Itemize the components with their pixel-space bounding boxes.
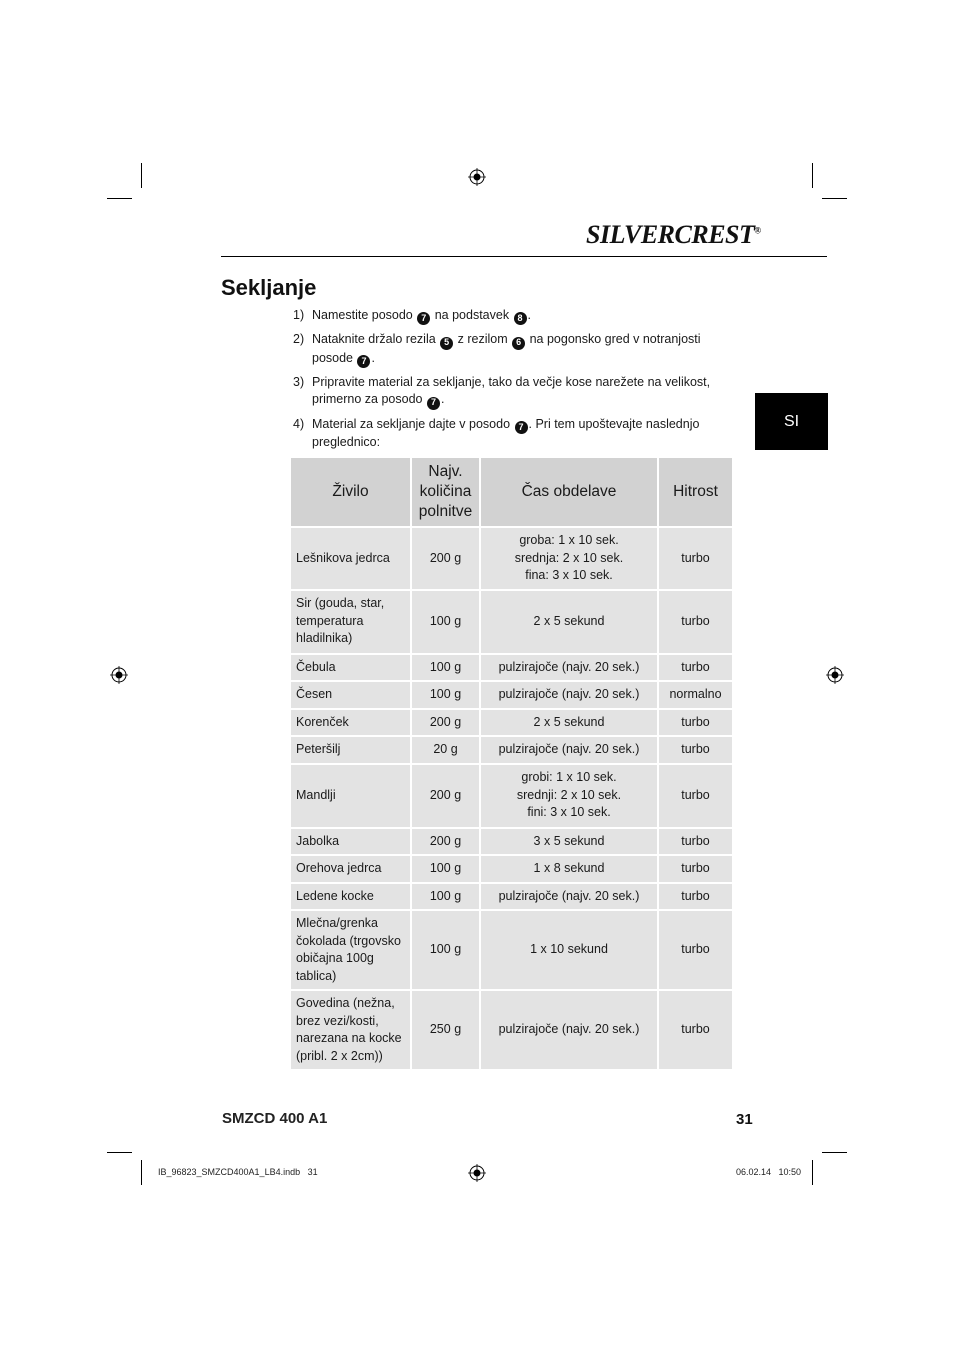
step-number: 1) <box>293 308 305 322</box>
table-cell: turbo <box>658 855 732 883</box>
crop-mark <box>822 1152 847 1153</box>
table-cell: 3 x 5 sekund <box>480 828 658 856</box>
part-number-badge: 5 <box>440 337 453 350</box>
table-cell: Čebula <box>291 654 411 682</box>
part-number-badge: 7 <box>357 355 370 368</box>
logo-text: SILVERCREST <box>586 220 755 249</box>
table-cell: 2 x 5 sekund <box>480 709 658 737</box>
table-cell: 100 g <box>411 590 480 654</box>
registered-mark: ® <box>754 225 761 236</box>
table-cell: pulzirajoče (najv. 20 sek.) <box>480 883 658 911</box>
table-cell: Česen <box>291 681 411 709</box>
table-cell: turbo <box>658 654 732 682</box>
table-cell: turbo <box>658 527 732 590</box>
table-cell: turbo <box>658 910 732 990</box>
table-header-row <box>291 458 732 527</box>
page-number: 31 <box>736 1111 753 1128</box>
part-number-badge: 7 <box>417 312 430 325</box>
table-cell: turbo <box>658 883 732 911</box>
table-cell: Lešnikova jedrca <box>291 527 411 590</box>
table-cell: 200 g <box>411 709 480 737</box>
table-row <box>291 764 732 828</box>
table-cell: Govedina (nežna, brez vezi/kosti, narezana na kocke (pribl. 2 x 2cm)) <box>291 990 411 1070</box>
table-cell: Korenček <box>291 709 411 737</box>
crop-mark <box>141 1160 142 1185</box>
step-text-fragment: z rezilom <box>454 332 512 347</box>
table-cell: Mlečna/grenka čokolada (trgovsko običajna 100g tablica) <box>291 910 411 990</box>
table-cell: 1 x 8 sekund <box>480 855 658 883</box>
instruction-steps <box>293 307 733 457</box>
table-cell: 100 g <box>411 654 480 682</box>
instruction-step <box>293 307 733 325</box>
table-cell: groba: 1 x 10 sek. srednja: 2 x 10 sek. fina: 3 x 10 sek. <box>480 527 658 590</box>
step-text-fragment: na podstavek <box>431 308 513 322</box>
step-number: 3) <box>293 374 305 389</box>
table-cell: 1 x 10 sekund <box>480 910 658 990</box>
table-cell: 100 g <box>411 883 480 911</box>
table-cell: turbo <box>658 736 732 764</box>
header-rule <box>221 256 827 257</box>
table-cell: 100 g <box>411 910 480 990</box>
registration-mark-icon <box>468 1164 486 1182</box>
crop-mark <box>107 1152 132 1153</box>
step-text-fragment: na pogonsko gred v notranjosti posode <box>312 332 701 365</box>
column-header: Hitrost <box>658 458 732 527</box>
crop-mark <box>107 198 132 199</box>
print-slug-file: IB_96823_SMZCD400A1_LB4.indb 31 <box>158 1167 318 1177</box>
language-tab: SI <box>755 393 828 450</box>
step-text-fragment: Pripravite material za sekljanje, tako da večje kose narežete na velikost, primerno za posodo <box>312 374 711 407</box>
table-cell: Ledene kocke <box>291 883 411 911</box>
print-slug-datetime: 06.02.14 10:50 <box>736 1167 802 1177</box>
table-cell: 100 g <box>411 855 480 883</box>
table-cell: Peteršilj <box>291 736 411 764</box>
table-cell: turbo <box>658 590 732 654</box>
step-text-fragment: . <box>527 308 532 322</box>
registration-mark-icon <box>468 168 486 186</box>
step-text-fragment: Namestite posodo <box>312 308 417 322</box>
table-row <box>291 828 732 856</box>
table-cell: 100 g <box>411 681 480 709</box>
instruction-step <box>293 331 733 368</box>
table-row <box>291 590 732 654</box>
table-row <box>291 990 732 1070</box>
registration-mark-icon <box>110 666 128 684</box>
table-cell: 250 g <box>411 990 480 1070</box>
crop-mark <box>812 1160 813 1185</box>
table-cell: Orehova jedrca <box>291 855 411 883</box>
table-cell: 200 g <box>411 828 480 856</box>
instruction-step <box>293 416 733 452</box>
column-header: Čas obdelave <box>480 458 658 527</box>
step-text <box>312 374 733 410</box>
step-text-fragment: . <box>440 392 445 407</box>
part-number-badge: 7 <box>515 421 528 434</box>
table-cell: 2 x 5 sekund <box>480 590 658 654</box>
registration-mark-icon <box>826 666 844 684</box>
step-number: 4) <box>293 416 305 431</box>
crop-mark <box>822 198 847 199</box>
table-cell: Sir (gouda, star, temperatura hladilnika) <box>291 590 411 654</box>
column-header: Najv. količina polnitve <box>411 458 480 527</box>
table-cell: 200 g <box>411 527 480 590</box>
step-text <box>312 416 733 452</box>
part-number-badge: 6 <box>512 337 525 350</box>
table-cell: 200 g <box>411 764 480 828</box>
step-text-fragment: . <box>371 350 375 365</box>
table-cell: normalno <box>658 681 732 709</box>
table-cell: turbo <box>658 990 732 1070</box>
table-cell: pulzirajoče (najv. 20 sek.) <box>480 654 658 682</box>
table-cell: pulzirajoče (najv. 20 sek.) <box>480 681 658 709</box>
table-cell: turbo <box>658 709 732 737</box>
table-row <box>291 736 732 764</box>
table-cell: Jabolka <box>291 828 411 856</box>
table-row <box>291 855 732 883</box>
crop-mark <box>812 163 813 188</box>
instruction-step <box>293 374 733 410</box>
part-number-badge: 7 <box>427 397 440 410</box>
page-title: Sekljanje <box>221 275 317 300</box>
table-cell: pulzirajoče (najv. 20 sek.) <box>480 990 658 1070</box>
table-cell: turbo <box>658 828 732 856</box>
silvercrest-logo <box>586 220 761 252</box>
table-cell: Mandlji <box>291 764 411 828</box>
part-number-badge: 8 <box>514 312 527 325</box>
table-row <box>291 883 732 911</box>
step-text-fragment: Material za sekljanje dajte v posodo <box>312 416 514 431</box>
table-cell: 20 g <box>411 736 480 764</box>
table-row <box>291 654 732 682</box>
table-row <box>291 681 732 709</box>
step-text-fragment: Nataknite držalo rezila <box>312 332 440 347</box>
step-text <box>312 331 733 368</box>
table-cell: turbo <box>658 764 732 828</box>
food-table <box>291 458 732 1071</box>
table-cell: grobi: 1 x 10 sek. srednji: 2 x 10 sek. fini: 3 x 10 sek. <box>480 764 658 828</box>
step-text-fragment: . Pri tem upoštevajte naslednjo preglednico: <box>312 416 700 449</box>
model-number: SMZCD 400 A1 <box>222 1110 328 1127</box>
table-row <box>291 709 732 737</box>
step-number: 2) <box>293 332 305 347</box>
column-header: Živilo <box>291 458 411 527</box>
step-text <box>312 307 733 325</box>
crop-mark <box>141 163 142 188</box>
table-row <box>291 910 732 990</box>
table-cell: pulzirajoče (najv. 20 sek.) <box>480 736 658 764</box>
table-row <box>291 527 732 590</box>
